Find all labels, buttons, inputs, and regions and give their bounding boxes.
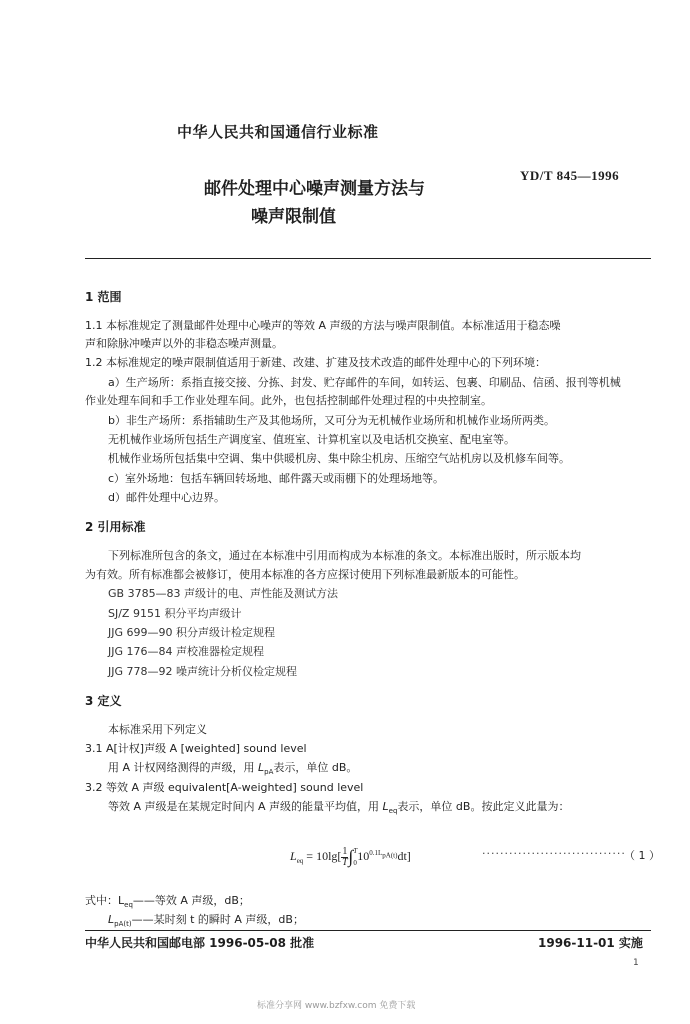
clause-1-2-a-line2: 作业处理车间和手工作业处理车间。此外，也包括控制邮件处理过程的中央控制室。 — [85, 394, 492, 407]
clause-1-2-a-line1: a）生产场所：系指直接交接、分拣、封发、贮存邮件的车间，如转运、包裹、印刷品、信函、报刊等机械 — [108, 376, 621, 389]
equation-number: （ 1 ） — [624, 849, 660, 862]
clause-3-1-body: 用 A 计权网络测得的声级，用 $L_{pA}$表示，单位 dB。 — [108, 761, 358, 777]
equation-leader-dots: ································ — [482, 847, 626, 860]
clause-3-2-heading: 3.2 等效 A 声级 equivalent[A-weighted] sound level — [85, 781, 364, 794]
approval-statement: 中华人民共和国邮电部 1996-05-08 批准 — [85, 936, 315, 950]
document-title-line2: 噪声限制值 — [251, 207, 336, 227]
reference-standard: GB 3785—83 声级计的电、声性能及测试方法 — [108, 587, 339, 600]
clause-1-1-line1: 1.1 本标准规定了测量邮件处理中心噪声的等效 A 声级的方法与噪声限制值。本标准适用于稳态噪 — [85, 319, 561, 332]
page-number: 1 — [633, 958, 639, 968]
watermark: 标准分享网 www.bzfxw.com 免费下载 — [257, 1001, 416, 1011]
section-2-para-line1: 下列标准所包含的条文，通过在本标准中引用而构成为本标准的条文。本标准出版时，所示版本均 — [108, 549, 581, 562]
document-org-header: 中华人民共和国通信行业标准 — [177, 123, 379, 141]
section-2-title: 2 引用标准 — [85, 520, 146, 534]
section-2-para-line2: 为有效。所有标准都会被修订，使用本标准的各方应探讨使用下列标准最新版本的可能性。 — [85, 568, 525, 581]
clause-1-2-b-machine: 机械作业场所包括集中空调、集中供暖机房、集中除尘机房、压缩空气站机房以及机修车间等。 — [108, 452, 570, 465]
clause-1-2-line1: 1.2 本标准规定的噪声限制值适用于新建、改建、扩建及技术改造的邮件处理中心的下列环境： — [85, 356, 546, 369]
standard-code: YD/T 845—1996 — [520, 168, 620, 183]
clause-3-2-body: 等效 A 声级是在某规定时间内 A 声级的能量平均值，用 $L_{eq}$表示，单位 dB。按此定义此量为： — [108, 800, 570, 816]
clause-1-2-b: b）非生产场所：系指辅助生产及其他场所，又可分为无机械作业场所和机械作业场所两类。 — [108, 414, 555, 427]
section-3-intro: 本标准采用下列定义 — [108, 723, 207, 736]
reference-standard: JJG 778—92 噪声统计分析仪检定规程 — [108, 665, 297, 678]
clause-1-1-line2: 声和除脉冲噪声以外的非稳态噪声测量。 — [85, 337, 283, 350]
implementation-date: 1996-11-01 实施 — [538, 936, 643, 950]
where-line-1: 式中：$L_{eq}——$等效 A 声级，dB； — [85, 894, 250, 910]
footer-rule — [85, 930, 651, 931]
equation-leq: $L_{eq} = 10\lg$[ $\frac{1}{T}$ ∫ T 0 $10^{0.1LpA(t)}dt$] — [290, 845, 411, 868]
where-line-2: $L_{pA(t)}——$某时刻 t 的瞬时 A 声级，dB； — [108, 913, 304, 929]
section-3-title: 3 定义 — [85, 694, 122, 708]
clause-3-1-heading: 3.1 A[计权]声级 A [weighted] sound level — [85, 742, 307, 755]
reference-standard: SJ/Z 9151 积分平均声级计 — [108, 607, 242, 620]
header-rule — [85, 258, 651, 259]
clause-1-2-d: d）邮件处理中心边界。 — [108, 491, 225, 504]
section-1-title: 1 范围 — [85, 290, 122, 304]
reference-standard: JJG 699—90 积分声级计检定规程 — [108, 626, 275, 639]
integral-sign: ∫ — [348, 846, 354, 867]
clause-1-2-c: c）室外场地：包括车辆回转场地、邮件露天或雨棚下的处理场地等。 — [108, 472, 445, 485]
reference-standard: JJG 176—84 声校准器检定规程 — [108, 645, 264, 658]
clause-1-2-b-no-machine: 无机械作业场所包括生产调度室、值班室、计算机室以及电话机交换室、配电室等。 — [108, 433, 515, 446]
fraction-1-over-t: $\frac{1}{T}$ — [342, 845, 348, 868]
document-title-line1: 邮件处理中心噪声测量方法与 — [204, 179, 425, 199]
